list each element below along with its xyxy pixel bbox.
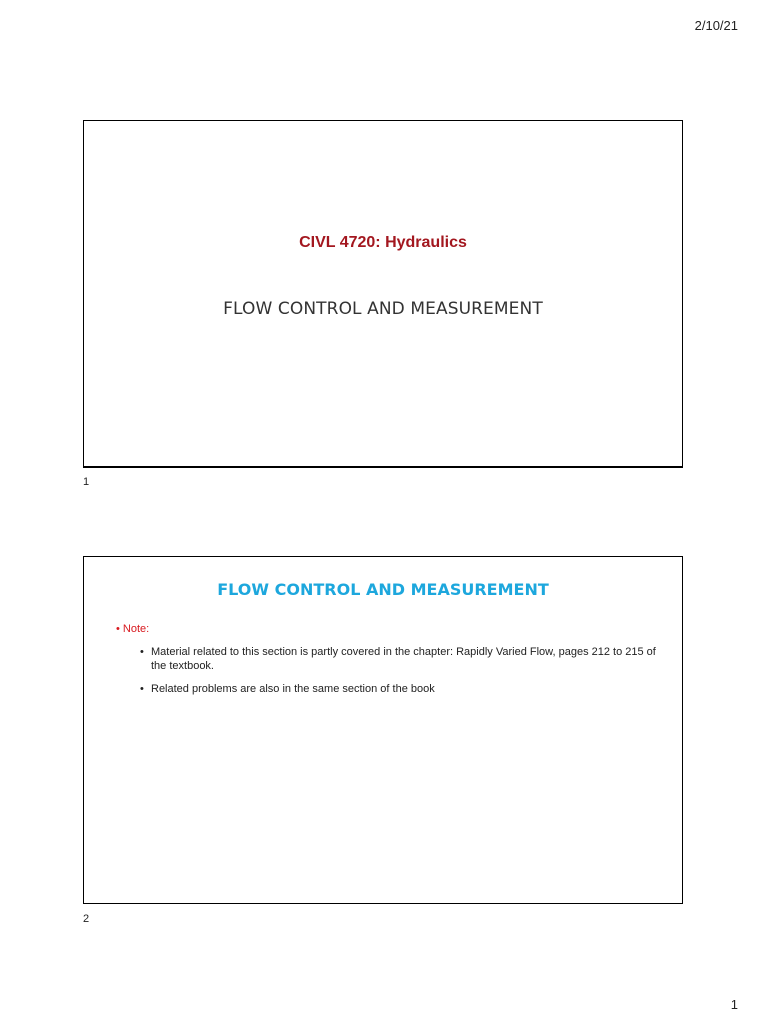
- bullet-dot-icon: •: [116, 623, 120, 635]
- slide-1: [83, 120, 683, 468]
- slide-1-subtitle: FLOW CONTROL AND MEASUREMENT: [223, 299, 543, 319]
- slide-1-number: 1: [83, 476, 90, 488]
- slide-1-title: CIVL 4720: Hydraulics: [299, 234, 467, 251]
- slide-2-number: 2: [83, 913, 90, 925]
- page-date: 2/10/21: [694, 18, 738, 33]
- page-number: 1: [730, 997, 738, 1012]
- bullet-dot-icon: •: [140, 646, 144, 658]
- sub-bullet-2: [140, 682, 671, 696]
- bullet-note: [116, 623, 149, 635]
- bullet-note-label: Note:: [122, 623, 150, 635]
- sub-bullet-2-text: Related problems are also in the same section of the book: [151, 683, 435, 695]
- slide-2-title: FLOW CONTROL AND MEASUREMENT: [217, 580, 549, 599]
- bullet-dot-icon: •: [140, 683, 144, 695]
- sub-bullet-1-text: Material related to this section is partly covered in the chapter: Rapidly Varied Flow, pages 212 to 215 of the textbook.: [151, 646, 656, 672]
- sub-bullet-1: [140, 645, 671, 673]
- slide-2: [83, 556, 683, 904]
